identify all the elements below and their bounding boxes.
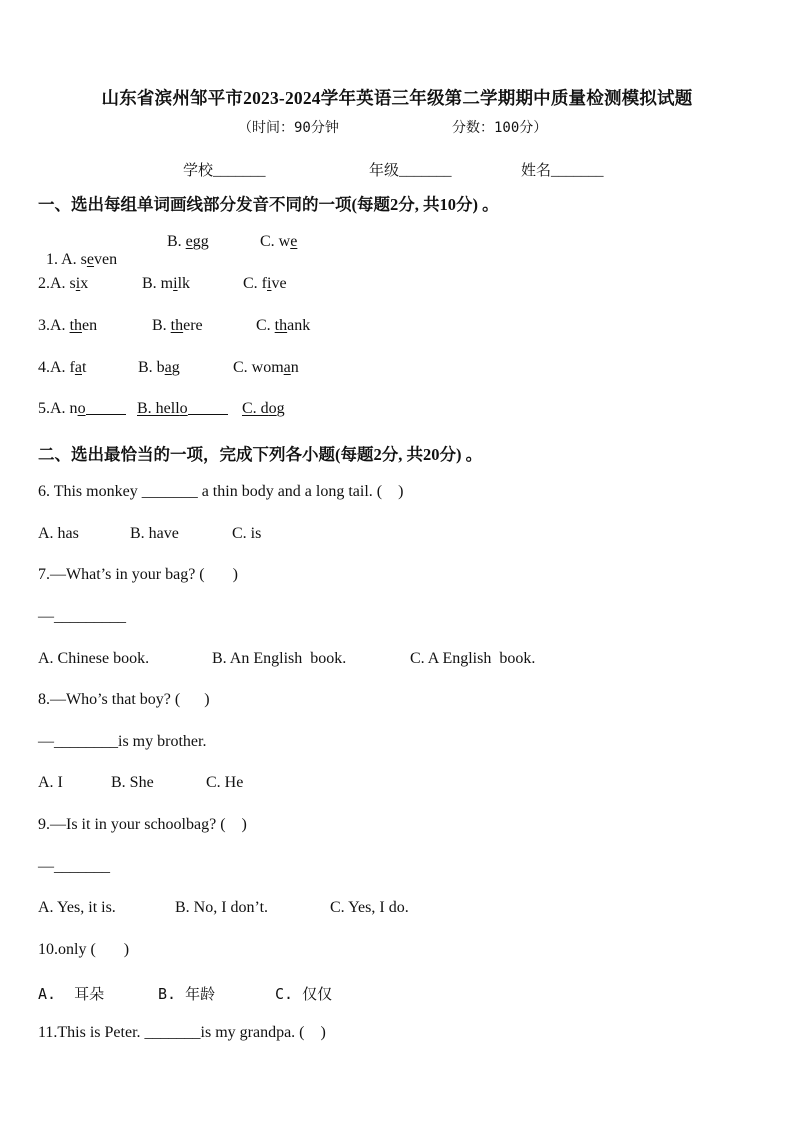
section-1-heading: 一、选出每组单词画线部分发音不同的一项(每题2分, 共10分) 。 [38,195,499,214]
question-4: 4.A. fat [38,359,87,376]
option-a: A. seven [61,251,118,268]
question-1 [38,233,117,269]
question-9-option-b: B. No, I don’t. [175,899,269,916]
question-5-option-b: B. hello [137,400,228,418]
question-9-option-c: C. Yes, I do. [330,899,409,916]
exam-score: 分数：100分） [452,120,548,136]
question-5-option-c: C. dog [242,400,285,417]
question-5: 5.A. no [38,400,126,418]
question-4-option-b: B. bag [138,359,180,376]
name-field: 姓名_______ [521,163,604,179]
question-7-answer-blank: —_________ [38,608,126,625]
question-9-option-a: A. Yes, it is. [38,899,116,916]
question-6: 6. This monkey _______ a thin body and a long tail. ( ) [38,483,404,500]
question-1-option-c: C. we [260,233,298,250]
question-number: 1. [46,251,62,268]
question-2-option-b: B. milk [142,275,191,292]
page-title: 山东省滨州邹平市2023-2024学年英语三年级第二学期期中质量检测模拟试题 [101,88,693,108]
question-8-option-a: A. I [38,774,63,791]
question-7-option-b: B. An English book. [212,650,347,667]
question-7-option-a: A. Chinese book. [38,650,150,667]
question-2-option-c: C. five [243,275,287,292]
question-9: 9.—Is it in your schoolbag? ( ) [38,816,247,833]
grade-field: 年级_______ [369,163,452,179]
question-10: 10.only ( ) [38,941,130,958]
question-10-option-b: B. 年龄 [158,985,216,1003]
question-3-option-b: B. there [152,317,203,334]
question-8-option-b: B. She [111,774,154,791]
exam-time: （时间：90分钟 [238,120,339,136]
question-7: 7.—What’s in your bag? ( ) [38,566,238,583]
question-9-answer-blank: —_______ [38,858,110,875]
question-3-option-c: C. thank [256,317,311,334]
question-8-option-c: C. He [206,774,244,791]
question-1-option-b: B. egg [167,233,209,250]
question-8: 8.—Who’s that boy? ( ) [38,691,210,708]
question-8-answer-line: —________is my brother. [38,733,207,750]
question-6-option-b: B. have [130,525,179,542]
section-2-heading: 二、选出最恰当的一项，完成下列各小题(每题2分, 共20分) 。 [38,445,483,464]
question-3: 3.A. then [38,317,98,334]
question-10-option-c: C. 仅仅 [275,985,333,1003]
question-10-option-a: A. 耳朵 [38,985,105,1003]
question-6-option-c: C. is [232,525,262,542]
question-11: 11.This is Peter. _______is my grandpa. ( ) [38,1024,326,1041]
question-6-option-a: A. has [38,525,79,542]
question-7-option-c: C. A English book. [410,650,536,667]
school-field: 学校_______ [183,163,266,179]
question-2: 2.A. six [38,275,89,292]
question-4-option-c: C. woman [233,359,299,376]
